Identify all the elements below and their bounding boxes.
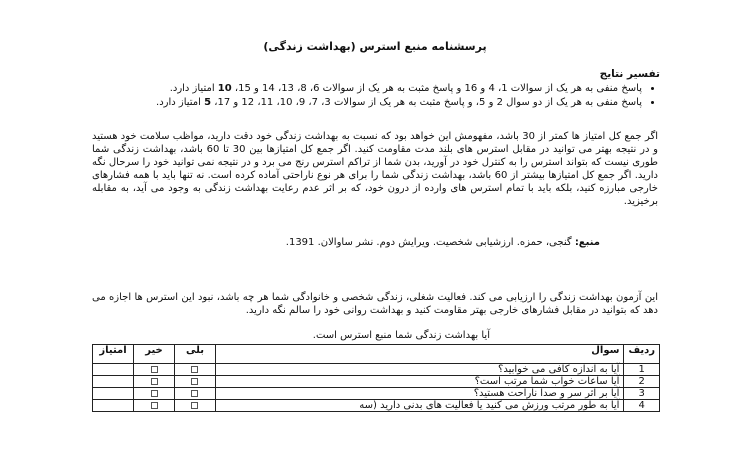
score-cell: [93, 388, 134, 400]
no-cell: [134, 364, 175, 376]
bullet-score: 5: [204, 97, 212, 108]
row-number: 4: [624, 400, 660, 412]
yes-checkbox[interactable]: [191, 366, 198, 373]
row-number: 1: [624, 364, 660, 376]
row-question: آیا به طور مرتب ورزش می کنید یا فعالیت های بدنی دارید (سه: [215, 400, 623, 412]
header-row-number: ردیف: [624, 345, 660, 364]
list-item: [72, 96, 642, 109]
no-checkbox[interactable]: [151, 390, 158, 397]
bullet-text: پاسخ منفی به هر یک از دو سوال 2 و 5، و پاسخ مثبت به هر یک از سوالات 3، 7، 9، 10، 11، 12 و 17،: [211, 97, 642, 108]
score-cell: [93, 364, 134, 376]
list-item: [72, 82, 642, 95]
yes-cell: [175, 400, 216, 412]
no-cell: [134, 376, 175, 388]
no-checkbox[interactable]: [151, 366, 158, 373]
score-cell: [93, 400, 134, 412]
questionnaire-prompt: آیا بهداشت زندگی شما منبع استرس است.: [312, 330, 490, 341]
yes-cell: [175, 376, 216, 388]
row-question: آیا ساعات خواب شما مرتب است؟: [215, 376, 623, 388]
yes-cell: [175, 364, 216, 376]
row-question: آیا بر اثر سر و صدا ناراحت هستید؟: [215, 388, 623, 400]
bullet-text-end: امتیاز دارد.: [156, 97, 205, 108]
yes-checkbox[interactable]: [191, 390, 198, 397]
no-cell: [134, 400, 175, 412]
table-row: [93, 376, 660, 388]
header-yes: بلی: [175, 345, 216, 364]
score-cell: [93, 376, 134, 388]
no-checkbox[interactable]: [151, 378, 158, 385]
yes-checkbox[interactable]: [191, 378, 198, 385]
row-question: آیا به اندازه کافی می خوابید؟: [215, 364, 623, 376]
interpretation-paragraph: اگر جمع کل امتیاز ها کمتر از 30 باشد، مفهومش این خواهد بود که نسبت به بهداشت زندگی خود دقت دارید، مواظب سلامت خود هستید و در نتیجه بهتر می توانید در مقابل استرس های بلند مدت مقاومت کنید. اگر جمع کل امتیازها بین 30 تا 60 باشد، بهداشت زندگی شما طوری نیست که بتواند استرس را به کنترل خود در آورید، بدن شما از تراکم استرس رنج می برد و در نتیجه نمی توانید خود را سرحال نگه دارید. اگر جمع کل امتیازها بیشتر از 60 باشد، بهداشت زندگی شما را برای هر نوع ناراحتی آماده کرده است. نه تنها باید با همه فشارهای خارجی مبارزه کنید، بلکه باید با تمام استرس های وارده از درون خود، که بر اثر عدم رعایت بهداشت زندگی به وجود می آید، به مقابله برخیزید.: [92, 131, 659, 208]
header-question: سوال: [215, 345, 623, 364]
table-row: [93, 364, 660, 376]
bullet-score: 10: [217, 83, 232, 94]
row-number: 2: [624, 376, 660, 388]
source-text: گنجی، حمزه. ارزشیابی شخصیت. ویرایش دوم. نشر ساوالان. 1391.: [285, 237, 575, 248]
header-score: امتیاز: [93, 345, 134, 364]
no-checkbox[interactable]: [151, 402, 158, 409]
table-row: [93, 388, 660, 400]
page-title: پرسشنامه منبع استرس (بهداشت زندگی): [263, 40, 487, 53]
intro-paragraph: این آزمون بهداشت زندگی را ارزیابی می کند. فعالیت شغلی، زندگی شخصی و خانوادگی شما هر چه باشد، نبود این استرس ها اجازه می دهد که بتوانید در مقابل فشارهای خارجی بهتر مقاومت کنید و بهداشت روانی خود را سالم نگه دارید.: [92, 292, 658, 316]
questionnaire-table: [92, 344, 660, 412]
yes-cell: [175, 388, 216, 400]
bullet-text-end: امتیاز دارد.: [169, 83, 218, 94]
bullet-text: پاسخ منفی به هر یک از سوالات 1، 4 و 16 و پاسخ مثبت به هر یک از سوالات 6، 8، 13، 14 و 15،: [231, 83, 642, 94]
no-cell: [134, 388, 175, 400]
yes-checkbox[interactable]: [191, 402, 198, 409]
header-no: خیر: [134, 345, 175, 364]
source-citation: [286, 237, 600, 248]
interpretation-list: [72, 82, 660, 110]
row-number: 3: [624, 388, 660, 400]
table-row: [93, 400, 660, 412]
table-header-row: [93, 345, 660, 364]
interpretation-heading: تفسیر نتایج: [599, 68, 660, 80]
source-label: منبع:: [574, 237, 600, 248]
